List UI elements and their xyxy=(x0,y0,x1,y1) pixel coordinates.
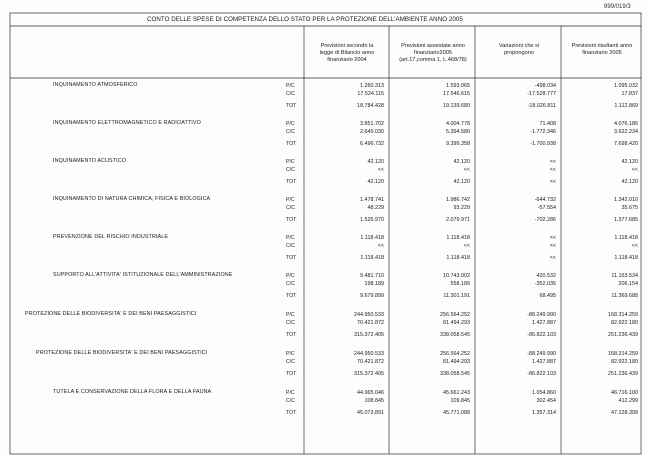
row-group-label: TUTELA E CONSERVAZIONE DELLA FLORA E DELLA FAUNA xyxy=(53,389,212,395)
table-cell: 81.494.293 xyxy=(443,320,470,326)
table-cell: 256.564.252 xyxy=(440,312,470,318)
table-cell: 1.118.418 xyxy=(614,235,638,241)
row-code: P/C xyxy=(286,197,295,203)
column-header-variazioni: Variazioni che si propongono xyxy=(498,43,540,56)
table-cell: 6.496.732 xyxy=(360,141,384,147)
row-code: TOT xyxy=(286,410,297,416)
table-cell: << xyxy=(549,167,556,173)
column-header-previsioni-assestate: Previsioni assestate anno finanziario2005 (art.17,comma 1, L.468/78) xyxy=(399,43,467,63)
table-cell: 17.546.615 xyxy=(443,91,470,97)
table-cell: << xyxy=(377,167,384,173)
row-group-label: PROTEZIONE DELLE BIODIVERSITA' E DEI BENI PAESAGGISTICI xyxy=(25,311,197,317)
table-cell: 1.118.418 xyxy=(614,255,638,261)
table-cell: -352.035 xyxy=(534,281,556,287)
table-cell: 42.120 xyxy=(453,159,470,165)
table-cell: -702.286 xyxy=(534,217,556,223)
table-cell: -1.700.938 xyxy=(530,141,556,147)
table-cell: 42.120 xyxy=(367,159,384,165)
table-cell: 11.301.191 xyxy=(443,293,470,299)
table-cell: 1.118.418 xyxy=(360,235,384,241)
table-cell: 19.139.680 xyxy=(443,103,470,109)
row-group-label: INQUINAMENTO ELETTROMAGNETICO E RADIOATTIVO xyxy=(53,120,201,126)
row-code: C/C xyxy=(286,281,295,287)
row-code: P/C xyxy=(286,351,295,357)
table-cell: 1.095.032 xyxy=(614,83,638,89)
table-cell: 244.950.533 xyxy=(354,312,384,318)
table-cell: << xyxy=(549,255,556,261)
page-title: CONTO DELLE SPESE DI COMPETENZA DELLO STATO PER LA PROTEZIONE DELL'AMBIENTE ANNO 2005 xyxy=(147,16,463,23)
table-cell: 420.532 xyxy=(536,273,556,279)
table-cell: 1.112.869 xyxy=(614,103,638,109)
table-cell: 42.120 xyxy=(621,159,638,165)
table-cell: 82.922.180 xyxy=(611,320,638,326)
table-cell: 46.716.100 xyxy=(611,390,638,396)
table-cell: << xyxy=(549,243,556,249)
table-cell: 45.661.243 xyxy=(443,390,470,396)
row-code: P/C xyxy=(286,159,295,165)
row-code: TOT xyxy=(286,179,297,185)
table-cell: -17.528.777 xyxy=(527,91,556,97)
table-cell: 3.851.702 xyxy=(360,121,384,127)
table-cell: -18.026.811 xyxy=(527,103,556,109)
row-code: C/C xyxy=(286,243,295,249)
table-cell: 109.845 xyxy=(450,398,470,404)
table-cell: 1.478.741 xyxy=(360,197,384,203)
table-cell: 1.357.314 xyxy=(532,410,556,416)
table-cell: 17.524.115 xyxy=(357,91,384,97)
table-cell: 558.189 xyxy=(450,281,470,287)
table-cell: 1.427.887 xyxy=(532,320,556,326)
row-group-label: PREVENZIONE DEL RISCHIO INDUSTRIALE xyxy=(53,234,169,240)
table-cell: -644.732 xyxy=(534,197,556,203)
table-cell: 81.494.293 xyxy=(443,359,470,365)
table-cell: 71.408 xyxy=(539,121,556,127)
table-cell: 1.260.313 xyxy=(360,83,384,89)
table-cell: 1.593.065 xyxy=(446,83,470,89)
row-code: C/C xyxy=(286,91,295,97)
row-code: TOT xyxy=(286,217,297,223)
table-cell: 198.189 xyxy=(364,281,384,287)
table-cell: 338.058.545 xyxy=(440,371,470,377)
row-code: P/C xyxy=(286,273,295,279)
row-code: C/C xyxy=(286,320,295,326)
table-cell: 1.986.742 xyxy=(446,197,470,203)
row-code: TOT xyxy=(286,293,297,299)
table-cell: 2.645.030 xyxy=(360,129,384,135)
table-cell: << xyxy=(631,167,638,173)
table-cell: 302.454 xyxy=(536,398,556,404)
table-cell: 47.128.399 xyxy=(611,410,638,416)
table-cell: 338.058.545 xyxy=(440,332,470,338)
row-group-label: SUPPORTO ALL'ATTIVITA' ISTITUZIONALE DELL'AMMINISTRAZIONE xyxy=(53,272,233,278)
row-group-label: PROTEZIONE DELLE BIODIVERSITA' E DEI BENI PAESAGGISTICI xyxy=(36,350,208,356)
row-code: C/C xyxy=(286,205,295,211)
table-cell: 1.342.010 xyxy=(614,197,638,203)
table-cell: 3.622.234 xyxy=(614,129,638,135)
table-cell: 1.377.685 xyxy=(614,217,638,223)
table-cell: << xyxy=(549,235,556,241)
row-code: TOT xyxy=(286,371,297,377)
row-code: P/C xyxy=(286,312,295,318)
row-code: C/C xyxy=(286,359,295,365)
table-cell: 93.229 xyxy=(453,205,470,211)
table-cell: 11.369.688 xyxy=(611,293,638,299)
table-cell: 42.120 xyxy=(621,179,638,185)
table-cell: 9.679.899 xyxy=(360,293,384,299)
table-cell: 256.564.252 xyxy=(440,351,470,357)
table-cell: 251.236.439 xyxy=(608,332,638,338)
column-header-previsioni-risultanti: Previsioni risultanti anno finanziario 2005 xyxy=(571,43,633,56)
table-cell: 10.743.002 xyxy=(443,273,470,279)
table-cell: 244.950.533 xyxy=(354,351,384,357)
row-code: P/C xyxy=(286,83,295,89)
table-cell: -88.249.990 xyxy=(527,312,556,318)
table-cell: 82.922.180 xyxy=(611,359,638,365)
row-code: C/C xyxy=(286,398,295,404)
table-cell: 48.229 xyxy=(367,205,384,211)
table-cell: 70.421.872 xyxy=(357,359,384,365)
table-cell: 2.079.971 xyxy=(446,217,470,223)
table-cell: 1.118.418 xyxy=(360,255,384,261)
table-cell: 168.314.259 xyxy=(608,351,638,357)
table-cell: 68.495 xyxy=(539,293,556,299)
row-group-label: INQUINAMENTO ATMOSFERICO xyxy=(53,82,138,88)
row-code: P/C xyxy=(286,390,295,396)
document-reference: 999/019/3 xyxy=(604,4,631,10)
table-cell: << xyxy=(377,243,384,249)
table-cell: 4.004.778 xyxy=(446,121,470,127)
table-cell: 17.837 xyxy=(621,91,638,97)
table-cell: 251.236.439 xyxy=(608,371,638,377)
row-code: C/C xyxy=(286,129,295,135)
table-cell: << xyxy=(463,243,470,249)
row-code: TOT xyxy=(286,255,297,261)
row-code: P/C xyxy=(286,235,295,241)
row-code: TOT xyxy=(286,103,297,109)
table-cell: 1.427.887 xyxy=(532,359,556,365)
table-cell: 45.073.891 xyxy=(357,410,384,416)
table-cell: 1.118.418 xyxy=(446,255,470,261)
row-code: P/C xyxy=(286,121,295,127)
table-cell: 168.314.259 xyxy=(608,312,638,318)
table-cell: 70.421.872 xyxy=(357,320,384,326)
table-cell: 44.965.046 xyxy=(357,390,384,396)
table-cell: 315.372.405 xyxy=(354,371,384,377)
table-cell: 315.372.405 xyxy=(354,332,384,338)
table-cell: << xyxy=(463,167,470,173)
table-cell: 35.675 xyxy=(621,205,638,211)
column-header-previsioni-2004: Previsioni secondo la legge di Bilancio anno finanziario 2004 xyxy=(319,43,375,63)
table-cell: 45.771.088 xyxy=(443,410,470,416)
table-cell: -86.822.103 xyxy=(527,332,556,338)
table-cell: 7.698.420 xyxy=(614,141,638,147)
table-cell: 11.163.534 xyxy=(611,273,638,279)
row-code: TOT xyxy=(286,332,297,338)
table-cell: -88.249.990 xyxy=(527,351,556,357)
row-code: C/C xyxy=(286,167,295,173)
table-cell: -498.034 xyxy=(534,83,556,89)
table-cell: << xyxy=(549,159,556,165)
table-cell: 412.299 xyxy=(618,398,638,404)
row-group-label: INQUINAMENTO DI NATURA CHIMICA, FISICA E BIOLOGICA xyxy=(53,196,211,202)
table-cell: -86.822.103 xyxy=(527,371,556,377)
table-cell: 9.399.358 xyxy=(446,141,470,147)
table-cell: 18.784.428 xyxy=(357,103,384,109)
row-group-label: INQUINAMENTO ACUSTICO xyxy=(53,158,126,164)
table-cell: 1.054.860 xyxy=(532,390,556,396)
table-cell: 1.118.418 xyxy=(446,235,470,241)
table-cell: 9.481.710 xyxy=(360,273,384,279)
table-cell: 206.154 xyxy=(618,281,638,287)
row-code: TOT xyxy=(286,141,297,147)
table-cell: 42.120 xyxy=(367,179,384,185)
table-cell: << xyxy=(549,179,556,185)
table-cell: 108.845 xyxy=(364,398,384,404)
table-cell: -1.772.346 xyxy=(530,129,556,135)
table-cell: << xyxy=(631,243,638,249)
table-cell: 4.076.186 xyxy=(614,121,638,127)
table-cell: -57.554 xyxy=(537,205,556,211)
table-cell: 1.526.970 xyxy=(360,217,384,223)
table-cell: 42.120 xyxy=(453,179,470,185)
table-cell: 5.394.580 xyxy=(446,129,470,135)
